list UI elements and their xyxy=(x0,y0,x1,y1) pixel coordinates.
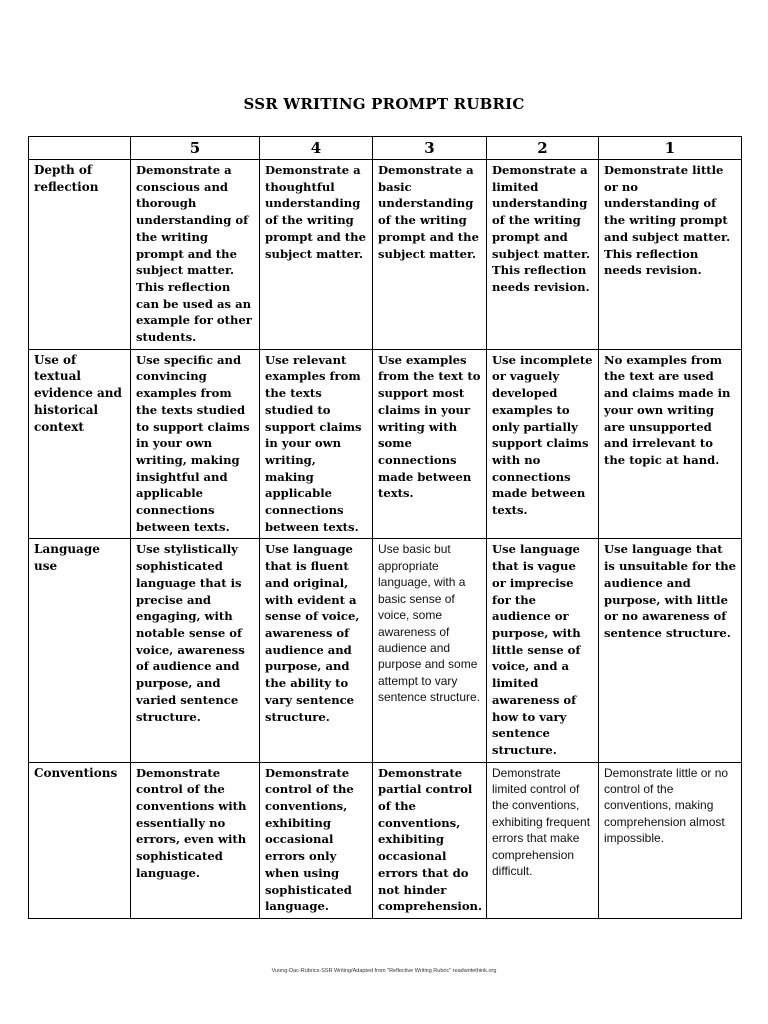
rubric-cell: Demonstrate control of the conventions with essentially no errors, even with sophisticated language. xyxy=(131,762,260,918)
rubric-cell: Use language that is unsuitable for the audience and purpose, with little or no awareness of sentence structure. xyxy=(599,539,742,762)
rubric-cell: Demonstrate a conscious and thorough understanding of the writing prompt and the subject matter. This reflection can be used as an example for other students. xyxy=(131,160,260,350)
criterion-cell: Depth of reflection xyxy=(29,160,131,350)
rubric-cell: No examples from the text are used and claims made in your own writing are unsupported and irrelevant to the topic at hand. xyxy=(599,349,742,539)
rubric-cell: Use basic but appropriate language, with a basic sense of voice, some awareness of audience and purpose and some attempt to vary sentence structure. xyxy=(373,539,487,762)
score-header-1: 1 xyxy=(599,137,742,160)
rubric-cell: Use language that is fluent and original, with evident a sense of voice, awareness of audience and purpose, and the ability to vary sentence structure. xyxy=(260,539,373,762)
rubric-cell: Demonstrate a limited understanding of the writing prompt and subject matter. This reflection needs revision. xyxy=(487,160,599,350)
rubric-cell: Use language that is vague or imprecise for the audience or purpose, with little sense of voice, and a limited awareness of how to vary sentence structure. xyxy=(487,539,599,762)
header-blank-cell xyxy=(29,137,131,160)
rubric-cell: Use examples from the text to support most claims in your writing with some connections made between texts. xyxy=(373,349,487,539)
rubric-cell: Demonstrate a basic understanding of the writing prompt and the subject matter. xyxy=(373,160,487,350)
rubric-row-depth-of-reflection xyxy=(29,160,742,350)
criterion-cell: Language use xyxy=(29,539,131,762)
rubric-row-language-use xyxy=(29,539,742,762)
rubric-cell: Use specific and convincing examples from the texts studied to support claims in your own writing, making insightful and applicable connections between texts. xyxy=(131,349,260,539)
rubric-row-conventions xyxy=(29,762,742,918)
score-header-4: 4 xyxy=(260,137,373,160)
rubric-row-textual-evidence xyxy=(29,349,742,539)
rubric-cell: Demonstrate a thoughtful understanding of the writing prompt and the subject matter. xyxy=(260,160,373,350)
criterion-cell: Use of textual evidence and historical context xyxy=(29,349,131,539)
score-header-2: 2 xyxy=(487,137,599,160)
rubric-cell: Demonstrate little or no control of the conventions, making comprehension almost impossible. xyxy=(599,762,742,918)
score-header-row xyxy=(29,137,742,160)
rubric-table xyxy=(28,136,742,919)
rubric-cell: Demonstrate control of the conventions, exhibiting occasional errors only when using sophisticated language. xyxy=(260,762,373,918)
rubric-cell: Demonstrate little or no understanding of the writing prompt and subject matter. This reflection needs revision. xyxy=(599,160,742,350)
score-header-3: 3 xyxy=(373,137,487,160)
rubric-cell: Use stylistically sophisticated language that is precise and engaging, with notable sense of voice, awareness of audience and purpose, and varied sentence structure. xyxy=(131,539,260,762)
document-title: SSR WRITING PROMPT RUBRIC xyxy=(243,95,525,113)
rubric-cell: Use relevant examples from the texts studied to support claims in your own writing, making applicable connections between texts. xyxy=(260,349,373,539)
rubric-cell: Demonstrate limited control of the conventions, exhibiting frequent errors that make comprehension difficult. xyxy=(487,762,599,918)
rubric-cell: Demonstrate partial control of the conventions, exhibiting occasional errors that do not hinder comprehension. xyxy=(373,762,487,918)
footer-attribution: Vuong-Dac-Rubrics-SSR Writing/Adapted from "Reflective Writing Rubric" readwritethink.org xyxy=(271,968,497,974)
criterion-cell: Conventions xyxy=(29,762,131,918)
rubric-cell: Use incomplete or vaguely developed examples to only partially support claims with no connections made between texts. xyxy=(487,349,599,539)
score-header-5: 5 xyxy=(131,137,260,160)
